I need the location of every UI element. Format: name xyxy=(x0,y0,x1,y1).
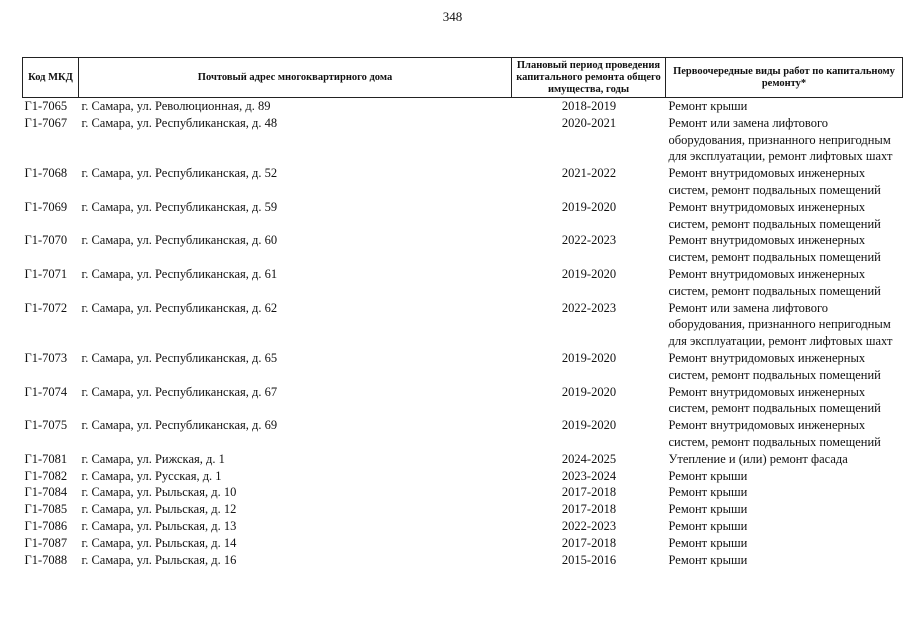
capital-repair-table xyxy=(22,57,903,568)
cell-period: 2021-2022 xyxy=(561,166,617,181)
cell-works: Ремонт внутридомовых инженерных систем, ремонт подвальных помещений xyxy=(668,166,881,197)
table-row xyxy=(23,232,903,266)
cell-address: г. Самара, ул. Республиканская, д. 67 xyxy=(81,384,278,399)
cell-address: г. Самара, ул. Русская, д. 1 xyxy=(81,468,222,483)
cell-code: Г1-7069 xyxy=(24,199,68,214)
cell-code: Г1-7086 xyxy=(24,518,68,533)
page-number: 348 xyxy=(442,9,463,24)
table-row xyxy=(23,468,903,485)
cell-period: 2024-2025 xyxy=(561,451,617,466)
cell-address: г. Самара, ул. Республиканская, д. 60 xyxy=(81,233,278,248)
cell-period: 2019-2020 xyxy=(561,384,617,399)
cell-period: 2017-2018 xyxy=(561,485,617,500)
cell-address: г. Самара, ул. Республиканская, д. 62 xyxy=(81,300,278,315)
table-row xyxy=(23,115,903,165)
header-row xyxy=(23,58,903,98)
cell-works: Ремонт внутридомовых инженерных систем, ремонт подвальных помещений xyxy=(668,266,881,298)
cell-code: Г1-7067 xyxy=(24,115,68,130)
cell-works: Ремонт крыши xyxy=(668,485,748,500)
cell-address: г. Самара, ул. Республиканская, д. 69 xyxy=(81,418,278,433)
table-row xyxy=(23,484,903,501)
cell-works: Ремонт или замена лифтового оборудования, признанного непригодным для эксплуатации, ремонт лифтовых шахт xyxy=(668,115,893,164)
cell-works: Ремонт крыши xyxy=(668,535,748,550)
cell-code: Г1-7065 xyxy=(24,99,68,113)
cell-address: г. Самара, ул. Рыльская, д. 14 xyxy=(81,535,237,550)
cell-code: Г1-7070 xyxy=(24,233,68,248)
cell-works: Ремонт или замена лифтового оборудования, признанного непригодным для эксплуатации, ремонт лифтовых шахт xyxy=(668,300,893,349)
cell-period: 2017-2018 xyxy=(561,535,617,550)
cell-period: 2019-2020 xyxy=(561,199,617,214)
cell-address: г. Самара, ул. Республиканская, д. 65 xyxy=(81,350,278,365)
cell-works: Ремонт внутридомовых инженерных систем, ремонт подвальных помещений xyxy=(668,418,881,449)
cell-period: 2019-2020 xyxy=(561,266,617,281)
cell-address: г. Самара, ул. Рыльская, д. 13 xyxy=(81,518,237,533)
header-works: Первоочередные виды работ по капитальному ремонту* xyxy=(666,58,903,98)
cell-period: 2018-2019 xyxy=(561,99,617,113)
cell-address: г. Самара, ул. Республиканская, д. 48 xyxy=(81,115,278,130)
cell-works: Ремонт крыши xyxy=(668,502,748,517)
header-address: Почтовый адрес многоквартирного дома xyxy=(79,58,512,98)
header-code: Код МКД xyxy=(23,58,79,98)
cell-works: Ремонт крыши xyxy=(668,468,748,483)
cell-period: 2022-2023 xyxy=(561,233,617,248)
table-header xyxy=(23,58,903,98)
cell-address: г. Самара, ул. Рыльская, д. 12 xyxy=(81,502,237,517)
table-row xyxy=(23,417,903,451)
cell-code: Г1-7071 xyxy=(24,266,68,281)
cell-works: Ремонт крыши xyxy=(668,99,748,113)
cell-period: 2019-2020 xyxy=(561,418,617,433)
cell-code: Г1-7084 xyxy=(24,485,68,500)
cell-code: Г1-7075 xyxy=(24,418,68,433)
table-body xyxy=(23,98,903,569)
cell-address: г. Самара, ул. Республиканская, д. 61 xyxy=(81,266,278,281)
cell-address: г. Самара, ул. Революционная, д. 89 xyxy=(81,99,271,113)
cell-address: г. Самара, ул. Республиканская, д. 59 xyxy=(81,199,278,214)
table-row xyxy=(23,98,903,115)
table-row xyxy=(23,552,903,569)
cell-works: Утепление и (или) ремонт фасада xyxy=(668,451,848,466)
table-row xyxy=(23,535,903,552)
cell-period: 2023-2024 xyxy=(561,468,617,483)
cell-works: Ремонт крыши xyxy=(668,518,748,533)
cell-address: г. Самара, ул. Рыльская, д. 10 xyxy=(81,485,237,500)
cell-code: Г1-7072 xyxy=(24,300,68,315)
cell-period: 2015-2016 xyxy=(561,552,617,567)
cell-address: г. Самара, ул. Рыльская, д. 16 xyxy=(81,552,237,567)
cell-works: Ремонт внутридомовых инженерных систем, ремонт подвальных помещений xyxy=(668,384,881,416)
cell-period: 2017-2018 xyxy=(561,502,617,517)
table-row xyxy=(23,501,903,518)
cell-works: Ремонт внутридомовых инженерных систем, ремонт подвальных помещений xyxy=(668,350,881,382)
cell-works: Ремонт крыши xyxy=(668,552,748,567)
cell-code: Г1-7087 xyxy=(24,535,68,550)
table-row xyxy=(23,451,903,468)
cell-works: Ремонт внутридомовых инженерных систем, ремонт подвальных помещений xyxy=(668,199,881,231)
cell-works: Ремонт внутридомовых инженерных систем, ремонт подвальных помещений xyxy=(668,233,881,265)
header-period: Плановый период проведения капитального ремонта общего имущества, годы xyxy=(512,58,666,98)
table-row xyxy=(23,300,903,350)
cell-period: 2020-2021 xyxy=(561,115,617,130)
cell-code: Г1-7074 xyxy=(24,384,68,399)
table-row xyxy=(23,199,903,233)
table-row xyxy=(23,384,903,418)
cell-code: Г1-7068 xyxy=(24,166,68,181)
table-row xyxy=(23,165,903,199)
cell-code: Г1-7088 xyxy=(24,552,68,567)
cell-address: г. Самара, ул. Рижская, д. 1 xyxy=(81,451,225,466)
table-row xyxy=(23,266,903,300)
cell-period: 2022-2023 xyxy=(561,300,617,315)
cell-period: 2022-2023 xyxy=(561,518,617,533)
cell-period: 2019-2020 xyxy=(561,350,617,365)
table-row xyxy=(23,350,903,384)
cell-code: Г1-7082 xyxy=(24,468,68,483)
cell-code: Г1-7081 xyxy=(24,451,68,466)
cell-code: Г1-7085 xyxy=(24,502,68,517)
table-row xyxy=(23,518,903,535)
cell-address: г. Самара, ул. Республиканская, д. 52 xyxy=(81,166,278,181)
cell-code: Г1-7073 xyxy=(24,350,68,365)
